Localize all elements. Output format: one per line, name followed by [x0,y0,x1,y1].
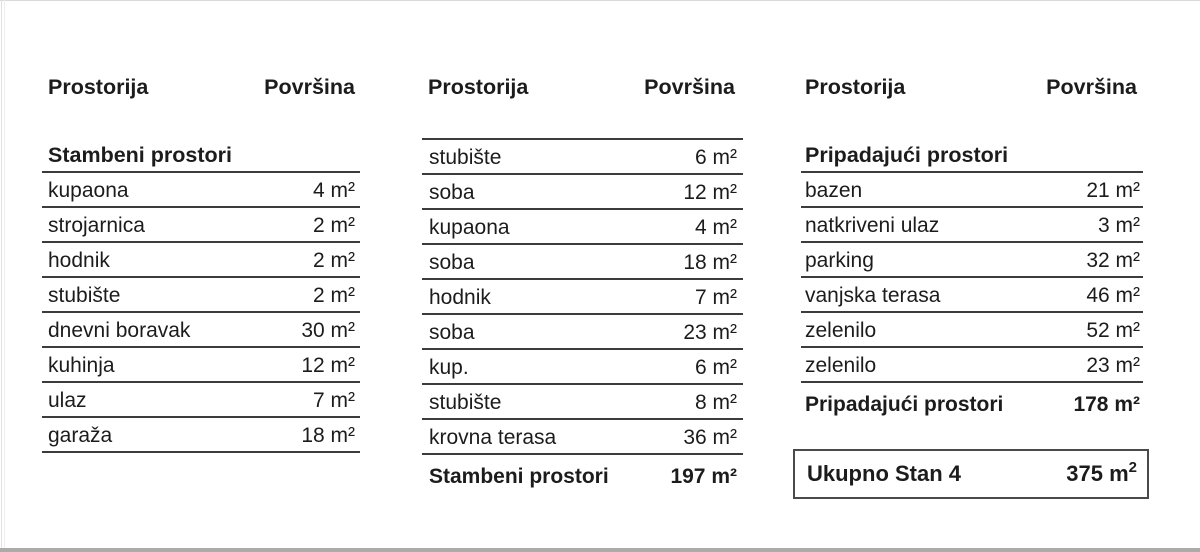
section-header-row [42,138,360,173]
room-name: kup. [429,356,469,379]
table-row [42,173,360,208]
room-name: stubište [429,391,502,414]
room-area: 46 m² [1086,284,1140,307]
header-prostorija: Prostorija [428,75,529,99]
table-body [801,138,1143,418]
table-row [42,313,360,348]
room-area: 7 m² [313,389,355,412]
column-header [42,75,360,100]
room-area: 30 m² [301,319,355,342]
grand-total-value-superscript: 2 [1128,458,1137,476]
header-prostorija: Prostorija [805,75,906,99]
table-row [422,315,743,350]
room-name: kuhinja [48,354,115,377]
room-name: strojarnica [48,214,145,237]
section-header-row [801,138,1143,173]
room-name: stubište [48,284,121,307]
room-area: 6 m² [695,356,737,379]
room-area: 4 m² [313,179,355,202]
header-povrsina: Površina [1046,75,1137,99]
room-name: garaža [48,424,113,447]
table-row [42,348,360,383]
total-label: Stambeni prostori [429,465,609,488]
table-body [422,138,743,490]
table-row [801,208,1143,243]
room-name: parking [805,249,874,272]
section-title: Pripadajući prostori [805,143,1009,167]
section-total-row [422,455,743,490]
section-total-row [801,383,1143,418]
room-name: soba [429,321,475,344]
section-title: Stambeni prostori [48,143,232,167]
room-name: vanjska terasa [805,284,941,307]
room-area: 2 m² [313,249,355,272]
room-area: 21 m² [1086,179,1140,202]
table-stambeni-prostori [42,0,360,552]
room-name: soba [429,181,475,204]
table-stambeni-prostori-continued [422,0,743,552]
room-name: kupaona [429,216,510,239]
header-povrsina: Površina [264,75,355,99]
room-name: stubište [429,146,502,169]
grand-total-box [793,449,1149,499]
table-row [42,418,360,453]
room-area: 7 m² [695,286,737,309]
room-area: 18 m² [683,251,737,274]
scan-artifact-bottom-bar [0,548,1200,552]
table-row [42,208,360,243]
header-povrsina: Površina [644,75,735,99]
room-area: 18 m² [301,424,355,447]
room-area: 23 m² [1086,354,1140,377]
room-name: bazen [805,179,863,202]
room-area: 6 m² [695,146,737,169]
table-row [801,313,1143,348]
room-name: krovna terasa [429,426,557,449]
column-header [422,75,743,100]
table-body [42,138,360,453]
room-area: 4 m² [695,216,737,239]
table-row [801,243,1143,278]
table-row [42,278,360,313]
total-area: 178 m² [1073,393,1140,416]
grand-total-value-text: 375 m [1066,461,1129,486]
room-name: ulaz [48,389,87,412]
table-row [422,245,743,280]
table-row [422,350,743,385]
room-area: 52 m² [1086,319,1140,342]
grand-total-label: Ukupno Stan 4 [807,461,962,486]
scan-artifact-left-line-2 [4,0,5,552]
table-row [422,175,743,210]
grand-total-value [1066,458,1137,487]
room-area: 8 m² [695,391,737,414]
header-prostorija: Prostorija [48,75,149,99]
room-area: 23 m² [683,321,737,344]
room-area: 12 m² [301,354,355,377]
room-name: zelenilo [805,319,877,342]
room-area: 32 m² [1086,249,1140,272]
total-label: Pripadajući prostori [805,393,1004,416]
table-row [801,278,1143,313]
table-row [422,140,743,175]
room-name: zelenilo [805,354,877,377]
room-name: dnevni boravak [48,319,191,342]
room-name: soba [429,251,475,274]
room-area: 2 m² [313,284,355,307]
table-row [422,420,743,455]
table-row [42,243,360,278]
room-area: 3 m² [1098,214,1140,237]
room-name: hodnik [429,286,491,309]
table-row [422,280,743,315]
room-name: kupaona [48,179,129,202]
table-row [801,348,1143,383]
room-area: 2 m² [313,214,355,237]
table-row [422,385,743,420]
room-area: 36 m² [683,426,737,449]
column-header [801,75,1143,100]
table-row [422,210,743,245]
room-area: 12 m² [683,181,737,204]
room-name: natkriveni ulaz [805,214,940,237]
table-row [801,173,1143,208]
table-row [42,383,360,418]
scan-artifact-left-line [1,0,2,552]
total-area: 197 m² [670,465,737,488]
room-name: hodnik [48,249,110,272]
